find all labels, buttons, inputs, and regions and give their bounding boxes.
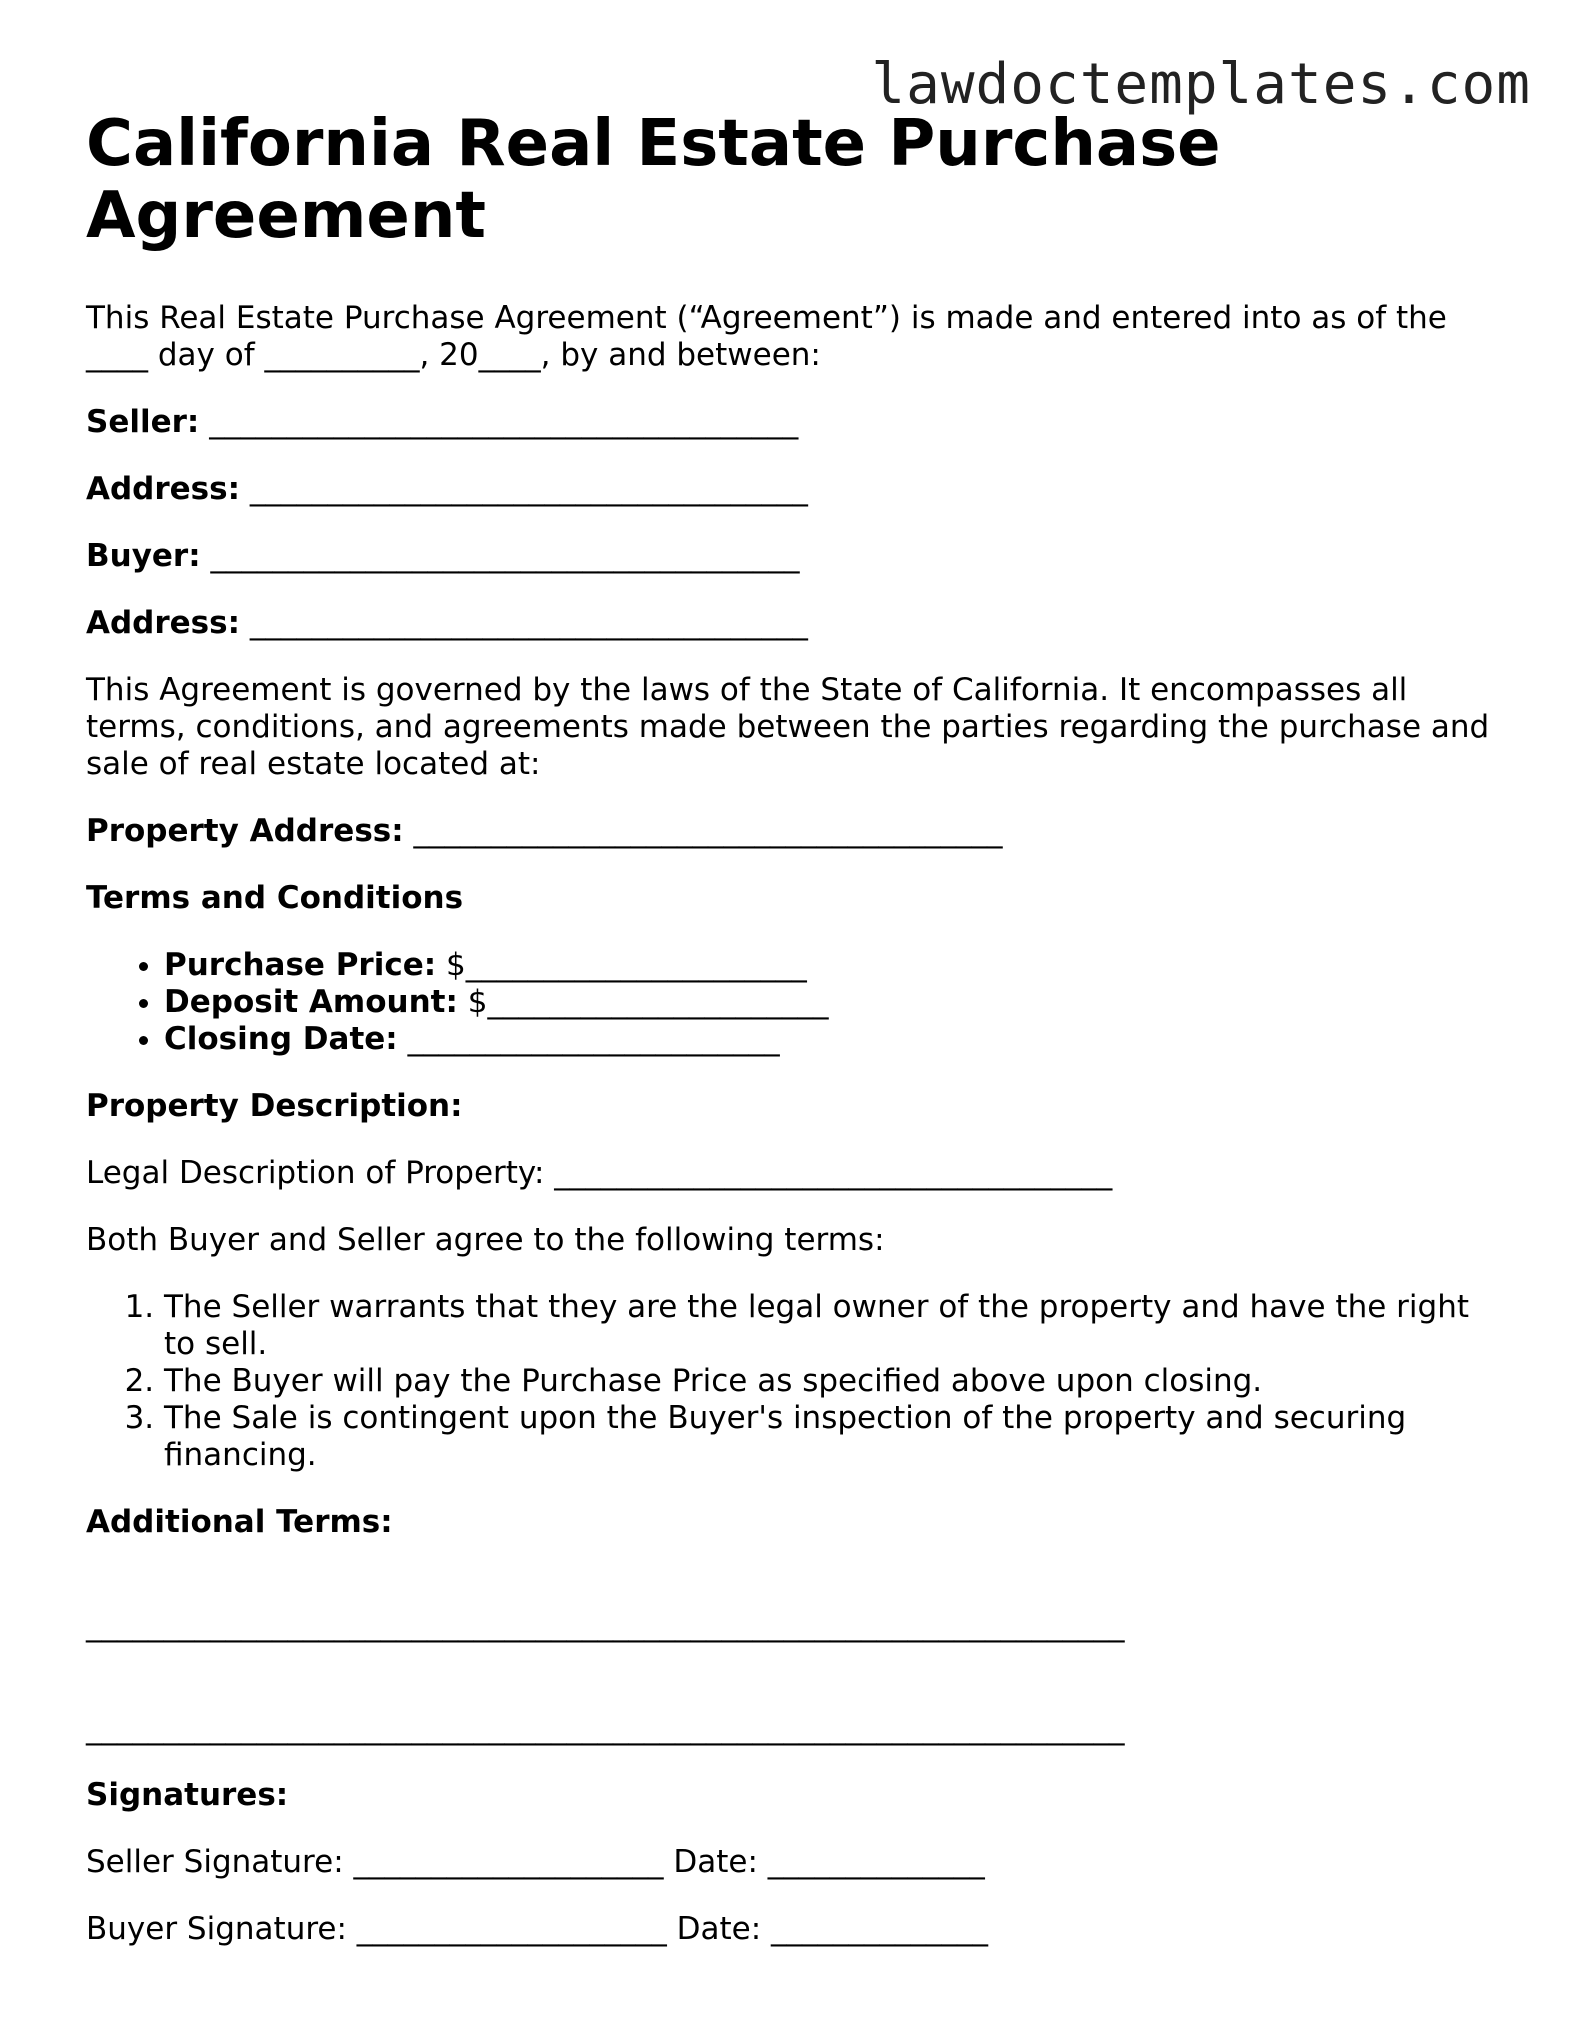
list-item (164, 947, 1506, 984)
agree-list (86, 1289, 1506, 1474)
buyer-field (86, 538, 1506, 575)
buyer-address-label: Address: (86, 605, 240, 641)
document-body (86, 108, 1506, 1978)
additional-terms-line-1: ___________________________________________________________________ (86, 1607, 1125, 1643)
document-title: California Real Estate Purchase Agreement (86, 107, 1221, 253)
closing-date-blank: ________________________ (407, 1021, 780, 1057)
list-item (164, 1021, 1506, 1058)
governing-paragraph: This Agreement is governed by the laws of the State of California. It encompasses all terms, conditions, and agreements made between the parties regarding the purchase and sale of real estate located at: (86, 672, 1490, 782)
intro-paragraph: This Real Estate Purchase Agreement (“Agreement”) is made and entered into as of the ____ day of __________, 20____, by and between: (86, 300, 1447, 373)
list-item: 3. The Sale is contingent upon the Buyer's inspection of the property and securing financing. (164, 1400, 1506, 1474)
property-description-heading: Property Description: (86, 1088, 463, 1124)
watermark-text: lawdoctemplates.com (871, 52, 1531, 117)
purchase-price-label: Purchase Price: (164, 947, 437, 983)
seller-address-field (86, 471, 1506, 508)
purchase-price-blank: $______________________ (446, 947, 807, 983)
terms-list (86, 947, 1506, 1058)
terms-heading: Terms and Conditions (86, 880, 464, 916)
list-item: 1. The Seller warrants that they are the legal owner of the property and have the right to sell. (164, 1289, 1506, 1363)
deposit-amount-label: Deposit Amount: (164, 984, 458, 1020)
seller-signature-line: Seller Signature: ____________________ Date: ______________ (86, 1844, 985, 1880)
signatures-heading: Signatures: (86, 1777, 289, 1813)
buyer-address-blank: ____________________________________ (249, 605, 808, 641)
buyer-address-field (86, 605, 1506, 642)
seller-address-label: Address: (86, 471, 240, 507)
list-item: 2. The Buyer will pay the Purchase Price as specified above upon closing. (164, 1363, 1506, 1400)
seller-address-blank: ____________________________________ (249, 471, 808, 507)
property-address-field (86, 813, 1506, 850)
legal-description-field: Legal Description of Property: ____________________________________ (86, 1155, 1113, 1191)
buyer-signature-line: Buyer Signature: ____________________ Date: ______________ (86, 1911, 989, 1947)
agree-paragraph: Both Buyer and Seller agree to the following terms: (86, 1222, 885, 1258)
deposit-amount-blank: $______________________ (467, 984, 829, 1020)
property-address-blank: ______________________________________ (413, 813, 1003, 849)
buyer-blank: ______________________________________ (210, 538, 800, 574)
additional-terms-line-2: ___________________________________________________________________ (86, 1710, 1125, 1746)
seller-label: Seller: (86, 404, 200, 440)
closing-date-label: Closing Date: (164, 1021, 398, 1057)
additional-terms-heading: Additional Terms: (86, 1504, 393, 1540)
seller-field (86, 404, 1506, 441)
list-item (164, 984, 1506, 1021)
property-address-label: Property Address: (86, 813, 404, 849)
seller-blank: ______________________________________ (209, 404, 799, 440)
buyer-label: Buyer: (86, 538, 201, 574)
